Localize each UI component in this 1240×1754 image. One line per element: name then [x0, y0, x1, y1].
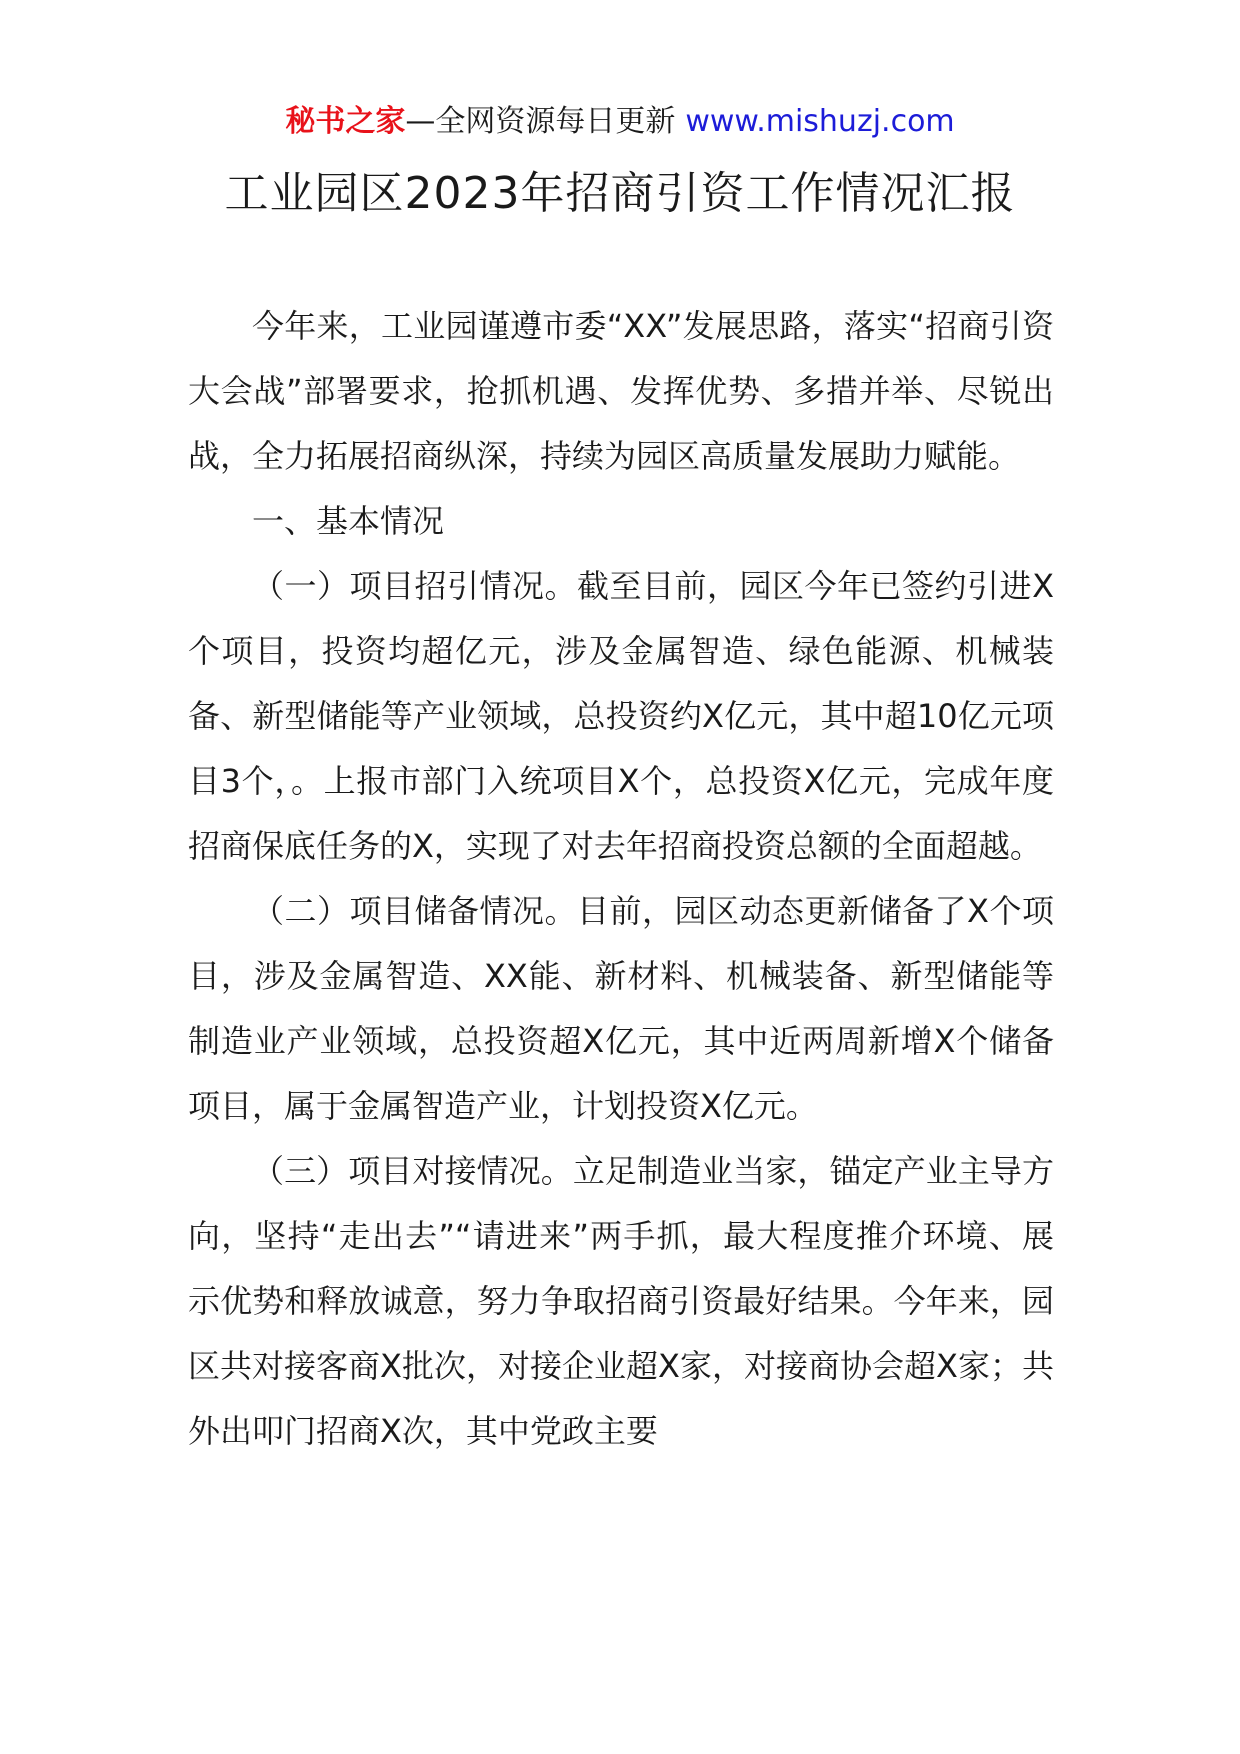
- paragraph-project-reserve: （二）项目储备情况。目前，园区动态更新储备了X个项目，涉及金属智造、XX能、新材料、机械装备、新型储能等制造业产业领域，总投资超X亿元，其中近两周新增X个储备项目，属于金属智造产业，计划投资X亿元。: [188, 892, 1054, 1125]
- document-body: [188, 294, 1054, 1464]
- paragraph-project-docking: （三）项目对接情况。立足制造业当家，锚定产业主导方向，坚持“走出去”“请进来”两手抓，最大程度推介环境、展示优势和释放诚意，努力争取招商引资最好结果。今年来，园区共对接客商X批次，对接企业超X家，对接商协会超X家；共外出叩门招商X次，其中党政主要: [188, 1152, 1054, 1450]
- site-url-link[interactable]: www.mishuzj.com: [685, 104, 955, 139]
- document-title: 工业园区2023年招商引资工作情况汇报: [224, 168, 1016, 219]
- intro-paragraph: 今年来，工业园谨遵市委“XX”发展思路，落实“招商引资大会战”部署要求，抢抓机遇、发挥优势、多措并举、尽锐出战，全力拓展招商纵深，持续为园区高质量发展助力赋能。: [188, 307, 1054, 475]
- brand-name: 秘书之家: [285, 104, 406, 139]
- section-heading-basic-situation: 一、基本情况: [252, 502, 445, 540]
- site-header: [0, 102, 1240, 142]
- paragraph-project-attraction: （一）项目招引情况。截至目前，园区今年已签约引进X个项目，投资均超亿元，涉及金属智造、绿色能源、机械装备、新型储能等产业领域，总投资约X亿元，其中超10亿元项目3个，。上报市部门入统项目X个，总投资X亿元，完成年度招商保底任务的X，实现了对去年招商投资总额的全面超越。: [188, 567, 1054, 865]
- header-slogan: —全网资源每日更新: [405, 104, 676, 139]
